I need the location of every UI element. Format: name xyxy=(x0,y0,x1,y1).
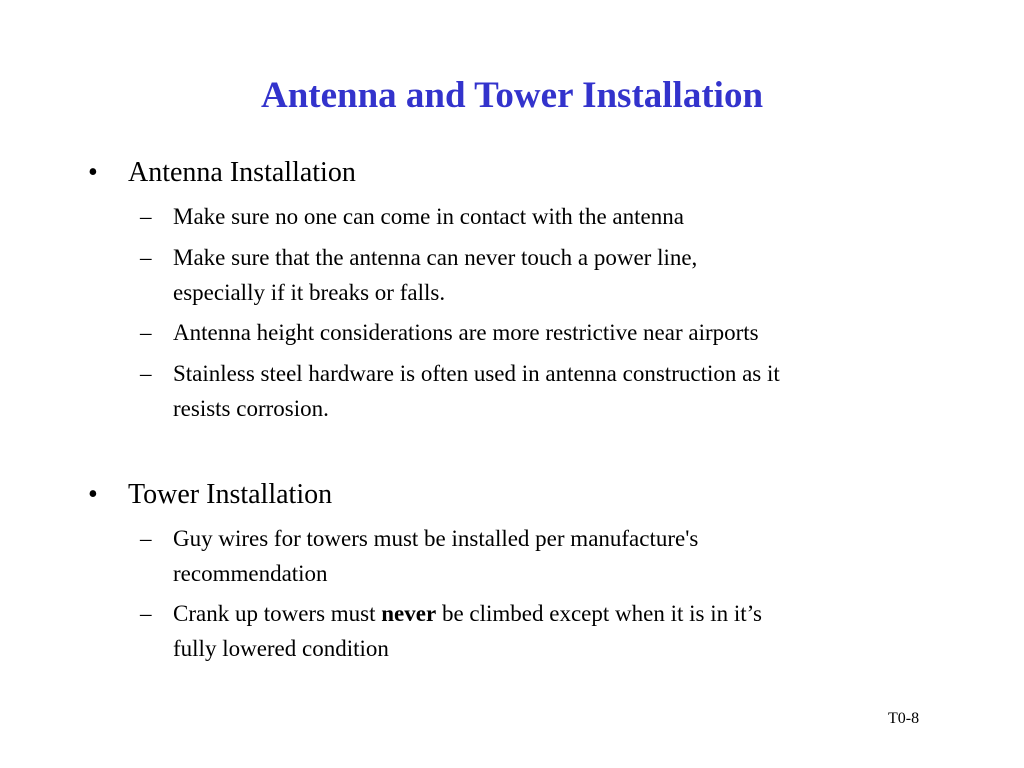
slide-number: T0-8 xyxy=(888,710,920,727)
dash-mark: – xyxy=(140,204,152,229)
slide-title: Antenna and Tower Installation xyxy=(260,75,764,116)
sub-item-text xyxy=(173,315,943,350)
sub-item-line: especially if it breaks or falls. xyxy=(173,280,446,305)
sub-item-line: Guy wires for towers must be installed per manufacture's xyxy=(173,526,699,551)
dash-mark: – xyxy=(140,601,152,626)
sub-item-line: Make sure that the antenna can never touch a power line, xyxy=(173,245,698,270)
emphasis-never: never xyxy=(381,601,437,626)
dash-mark: – xyxy=(140,526,152,551)
sub-item-line: resists corrosion. xyxy=(173,396,329,421)
sub-item-text-part: Crank up towers must xyxy=(173,601,382,626)
bullet-heading: Antenna Installation xyxy=(128,157,356,188)
sub-item-text xyxy=(173,596,943,666)
sub-item-text-part: be climbed except when it is in it’s xyxy=(436,601,762,626)
sub-item-text xyxy=(173,199,943,234)
sub-item-line xyxy=(173,596,943,631)
sub-item-text xyxy=(173,240,943,310)
sub-item-line: Make sure no one can come in contact with the antenna xyxy=(173,204,684,229)
dash-mark: – xyxy=(140,361,152,386)
sub-item-text xyxy=(173,521,943,591)
sub-item-text xyxy=(173,356,943,426)
sub-item-line: recommendation xyxy=(173,561,328,586)
bullet-heading: Tower Installation xyxy=(128,479,333,510)
sub-item-line: fully lowered condition xyxy=(173,636,389,661)
dash-mark: – xyxy=(140,320,152,345)
sub-item-line: Antenna height considerations are more restrictive near airports xyxy=(173,320,759,345)
dash-mark: – xyxy=(140,245,152,270)
bullet-mark: • xyxy=(88,157,98,188)
bullet-mark: • xyxy=(88,479,98,510)
sub-item-line: Stainless steel hardware is often used in antenna construction as it xyxy=(173,361,780,386)
